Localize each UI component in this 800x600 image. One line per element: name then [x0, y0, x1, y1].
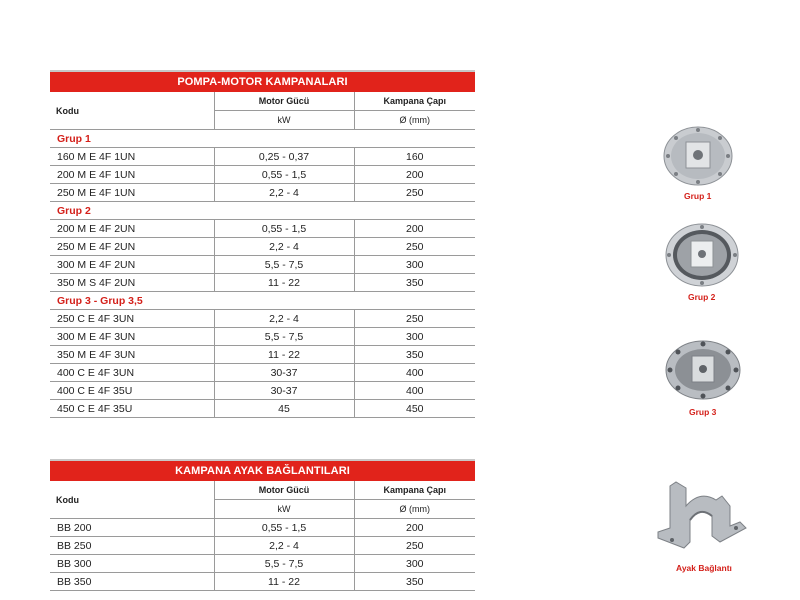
- row-power: 2,2 - 4: [214, 238, 354, 256]
- row-power: 30-37: [214, 364, 354, 382]
- kampana-ayak-table: [50, 459, 475, 591]
- row-power: 11 - 22: [214, 274, 354, 292]
- row-diameter: 250: [354, 537, 475, 555]
- table-title-row: [50, 460, 475, 481]
- row-power: 2,2 - 4: [214, 537, 354, 555]
- row-power: 5,5 - 7,5: [214, 328, 354, 346]
- row-diameter: 350: [354, 274, 475, 292]
- row-code: 250 M E 4F 2UN: [50, 238, 214, 256]
- row-power: 2,2 - 4: [214, 310, 354, 328]
- col-header-power: Motor Gücü: [214, 481, 354, 500]
- row-power: 11 - 22: [214, 346, 354, 364]
- row-code: BB 200: [50, 519, 214, 537]
- row-power: 2,2 - 4: [214, 184, 354, 202]
- table-row: [50, 346, 475, 364]
- table-row: [50, 184, 475, 202]
- row-power: 0,55 - 1,5: [214, 220, 354, 238]
- row-power: 5,5 - 7,5: [214, 256, 354, 274]
- row-diameter: 300: [354, 555, 475, 573]
- grup3-image: [664, 338, 742, 400]
- col-header-code: Kodu: [50, 481, 214, 519]
- col-header-diameter: Kampana Çapı: [354, 481, 475, 500]
- group-title: Grup 2: [50, 202, 475, 220]
- row-code: 160 M E 4F 1UN: [50, 148, 214, 166]
- table-row: [50, 364, 475, 382]
- pompa-motor-table: [50, 70, 475, 418]
- table-title: POMPA-MOTOR KAMPANALARI: [50, 71, 475, 92]
- table-row: [50, 220, 475, 238]
- table-row: [50, 328, 475, 346]
- group-title: Grup 3 - Grup 3,5: [50, 292, 475, 310]
- row-diameter: 350: [354, 346, 475, 364]
- col-header-power: Motor Gücü: [214, 92, 354, 111]
- row-diameter: 350: [354, 573, 475, 591]
- row-power: 0,55 - 1,5: [214, 166, 354, 184]
- grup3-caption: Grup 3: [689, 407, 717, 417]
- row-code: BB 300: [50, 555, 214, 573]
- table-row: [50, 555, 475, 573]
- group-header-row: [50, 130, 475, 148]
- row-code: 250 M E 4F 1UN: [50, 184, 214, 202]
- row-power: 5,5 - 7,5: [214, 555, 354, 573]
- row-code: 400 C E 4F 35U: [50, 382, 214, 400]
- row-code: 300 M E 4F 3UN: [50, 328, 214, 346]
- table-row: [50, 573, 475, 591]
- table-row: [50, 238, 475, 256]
- row-diameter: 200: [354, 519, 475, 537]
- row-code: 200 M E 4F 1UN: [50, 166, 214, 184]
- row-code: BB 250: [50, 537, 214, 555]
- col-header-diameter: Kampana Çapı: [354, 92, 475, 111]
- grup1-image: [662, 124, 734, 186]
- row-power: 0,55 - 1,5: [214, 519, 354, 537]
- row-diameter: 160: [354, 148, 475, 166]
- unit-diameter: Ø (mm): [354, 111, 475, 130]
- row-code: 200 M E 4F 2UN: [50, 220, 214, 238]
- table-row: [50, 166, 475, 184]
- row-code: 400 C E 4F 3UN: [50, 364, 214, 382]
- ayak-caption: Ayak Bağlantı: [676, 563, 732, 573]
- row-power: 30-37: [214, 382, 354, 400]
- row-code: 350 M E 4F 3UN: [50, 346, 214, 364]
- row-diameter: 200: [354, 166, 475, 184]
- group-header-row: [50, 292, 475, 310]
- row-diameter: 250: [354, 238, 475, 256]
- row-diameter: 400: [354, 382, 475, 400]
- table-row: [50, 256, 475, 274]
- row-diameter: 450: [354, 400, 475, 418]
- table-title-row: [50, 71, 475, 92]
- table-row: [50, 519, 475, 537]
- unit-power: kW: [214, 111, 354, 130]
- group-title: Grup 1: [50, 130, 475, 148]
- row-power: 11 - 22: [214, 573, 354, 591]
- table-row: [50, 537, 475, 555]
- row-code: 350 M S 4F 2UN: [50, 274, 214, 292]
- row-diameter: 200: [354, 220, 475, 238]
- row-diameter: 300: [354, 256, 475, 274]
- row-code: 250 C E 4F 3UN: [50, 310, 214, 328]
- row-power: 0,25 - 0,37: [214, 148, 354, 166]
- col-header-code: Kodu: [50, 92, 214, 130]
- table-row: [50, 310, 475, 328]
- grup2-image: [664, 221, 740, 287]
- unit-diameter: Ø (mm): [354, 500, 475, 519]
- row-diameter: 300: [354, 328, 475, 346]
- table-row: [50, 400, 475, 418]
- row-diameter: 250: [354, 310, 475, 328]
- row-diameter: 250: [354, 184, 475, 202]
- unit-power: kW: [214, 500, 354, 519]
- ayak-baglanti-image: [650, 476, 750, 556]
- table-row: [50, 382, 475, 400]
- header-row: [50, 92, 475, 111]
- grup1-caption: Grup 1: [684, 191, 712, 201]
- row-code: 450 C E 4F 35U: [50, 400, 214, 418]
- row-diameter: 400: [354, 364, 475, 382]
- table-row: [50, 148, 475, 166]
- table-row: [50, 274, 475, 292]
- row-code: BB 350: [50, 573, 214, 591]
- table-title: KAMPANA AYAK BAĞLANTILARI: [50, 460, 475, 481]
- group-header-row: [50, 202, 475, 220]
- grup2-caption: Grup 2: [688, 292, 716, 302]
- header-row: [50, 481, 475, 500]
- row-power: 45: [214, 400, 354, 418]
- row-code: 300 M E 4F 2UN: [50, 256, 214, 274]
